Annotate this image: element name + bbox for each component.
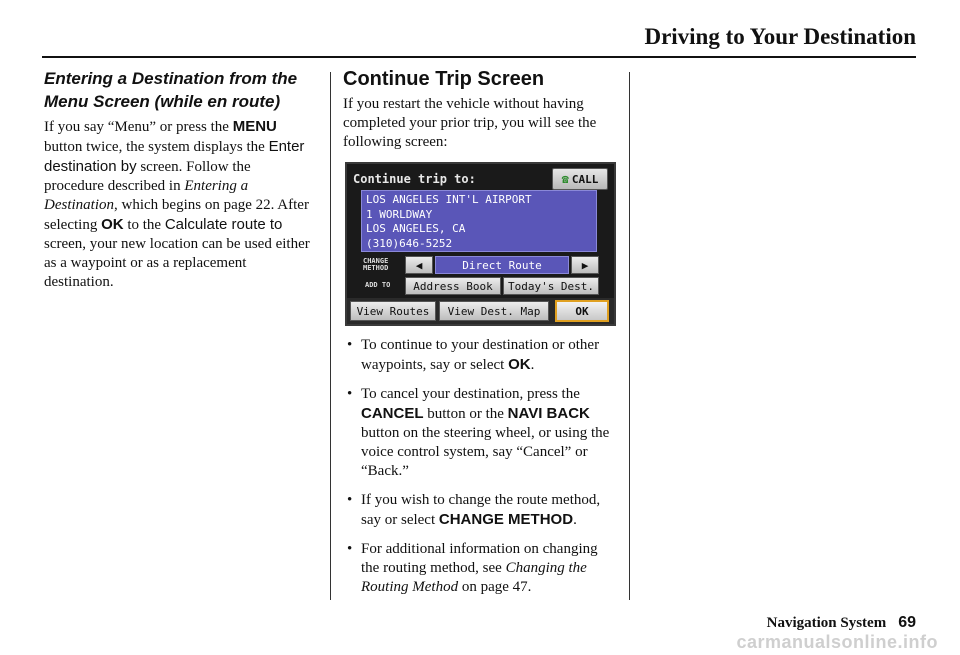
calculate-route-keyword: Calculate route to	[164, 216, 283, 233]
section-title: Continue Trip Screen	[343, 68, 545, 90]
footer-label: Navigation System	[766, 615, 887, 631]
watermark: carmanualsonline.info	[736, 632, 938, 652]
text: button or the	[423, 406, 508, 422]
menu-keyword: MENU	[232, 118, 277, 135]
left-column	[44, 67, 314, 292]
route-next-button[interactable]	[571, 256, 599, 274]
ok-button[interactable]: OK	[555, 300, 609, 322]
column-divider-left	[330, 72, 331, 600]
text: , which begins on page 22. After selecting	[44, 197, 309, 233]
view-routes-button[interactable]: View Routes	[350, 301, 436, 321]
phone-icon: ☎	[561, 172, 569, 186]
text: .	[530, 357, 535, 373]
add-to-label: ADD TO	[365, 281, 391, 289]
text: .	[573, 512, 577, 528]
call-button[interactable]	[552, 168, 608, 190]
list-item	[343, 540, 618, 597]
page-number: 69	[898, 614, 916, 631]
route-prev-button[interactable]	[405, 256, 433, 274]
header-rule	[42, 56, 916, 58]
list-item	[343, 336, 618, 375]
text: on page 47.	[458, 579, 532, 595]
address-line: LOS ANGELES INT'L AIRPORT	[366, 193, 532, 206]
change-method-line-1: CHANGE	[363, 257, 389, 265]
section-subtitle	[44, 67, 314, 113]
text: To continue to your destination or other waypoints, say or select	[361, 337, 600, 373]
left-body-paragraph	[44, 117, 314, 292]
change-method-label	[363, 258, 388, 272]
ok-keyword: OK	[508, 356, 531, 373]
right-arrow-icon: ▶	[581, 258, 589, 272]
destination-address	[361, 190, 597, 252]
text: For additional information on changing the routing method, see	[361, 541, 598, 576]
navi-back-keyword: NAVI BACK	[507, 405, 590, 422]
ok-keyword: OK	[101, 216, 124, 233]
call-label: CALL	[571, 172, 599, 186]
left-arrow-icon: ◀	[415, 258, 423, 272]
change-method-keyword: CHANGE METHOD	[438, 511, 574, 528]
subtitle-line-1: Entering a Destination from the	[44, 69, 298, 88]
route-method-value: Direct Route	[435, 256, 569, 274]
text: button on the steering wheel, or using the voice control system, say “Cancel” or “Back.”	[361, 425, 610, 479]
instruction-list	[343, 336, 618, 597]
intro-paragraph: If you restart the vehicle without having completed your prior trip, you will see the following screen:	[343, 96, 597, 150]
right-column	[343, 67, 618, 607]
enter-destination-keyword: Enter destination by	[44, 138, 305, 175]
text: screen. Follow the procedure described in	[44, 159, 251, 194]
screen-title: Continue trip to:	[353, 172, 476, 186]
page-header-title: Driving to Your Destination	[644, 24, 916, 49]
address-line: (310)646-5252	[366, 236, 453, 250]
text: button twice, the system displays the	[44, 139, 269, 155]
entering-destination-ref: Entering a Destination	[44, 178, 249, 213]
view-dest-map-button[interactable]: View Dest. Map	[439, 301, 549, 321]
list-item	[343, 491, 618, 530]
cancel-keyword: CANCEL	[361, 405, 424, 422]
page-footer	[767, 614, 916, 632]
continue-trip-screen	[345, 162, 616, 326]
text: If you wish to change the route method, say or select	[361, 492, 601, 528]
routing-method-ref: Changing the Routing Method	[361, 560, 587, 595]
list-item	[343, 385, 618, 481]
text: screen, your new location can be used either as a waypoint or as a replacement destination.	[44, 236, 310, 290]
text: to the	[123, 217, 165, 233]
text: To cancel your destination, press the	[361, 386, 580, 402]
subtitle-line-2: Menu Screen (while en route)	[44, 92, 281, 111]
column-divider-right	[629, 72, 630, 600]
address-book-button[interactable]: Address Book	[405, 277, 501, 295]
address-line: 1 WORLDWAY	[366, 207, 433, 221]
text: If you say “Menu” or press the	[44, 119, 233, 135]
address-line: LOS ANGELES, CA	[366, 222, 466, 235]
todays-dest-button[interactable]: Today's Dest.	[503, 277, 599, 295]
change-method-line-2: METHOD	[363, 264, 389, 272]
